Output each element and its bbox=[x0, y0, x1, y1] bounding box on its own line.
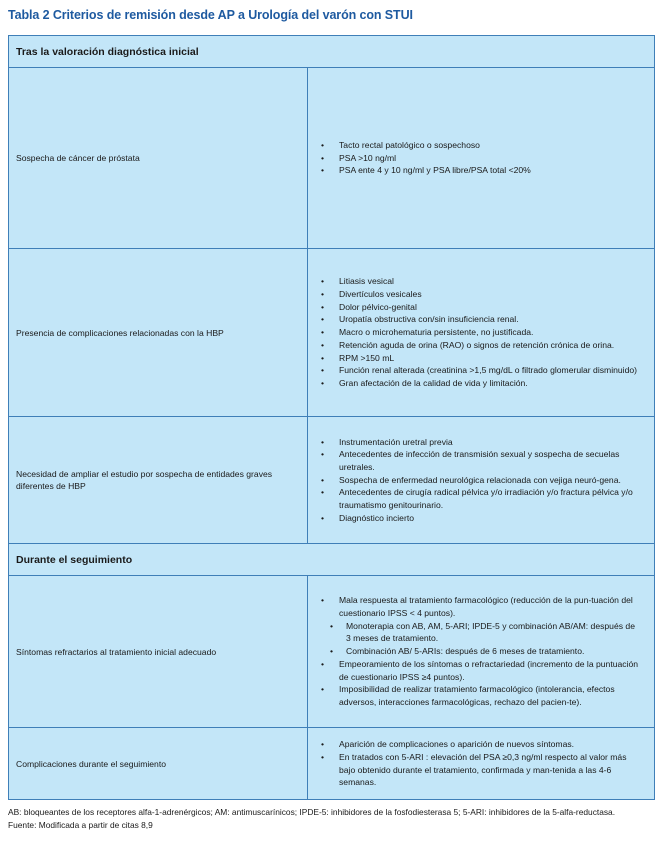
row-label: Necesidad de ampliar el estudio por sospecha de entidades graves diferentes de HBP bbox=[16, 469, 273, 491]
criteria-sublist bbox=[314, 620, 642, 658]
list-item: • Uropatía obstructiva con/sin insuficiencia renal. bbox=[314, 313, 637, 326]
row-label: Sospecha de cáncer de próstata bbox=[16, 153, 140, 163]
criteria-list bbox=[314, 139, 531, 177]
list-item: • Macro o microhematuria persistente, no justificada. bbox=[314, 326, 637, 339]
list-item: • Tacto rectal patológico o sospechoso bbox=[314, 139, 531, 152]
row-criteria-cell bbox=[307, 249, 654, 416]
row-label-cell bbox=[9, 68, 307, 248]
list-item: • PSA >10 ng/ml bbox=[314, 152, 531, 165]
row-label-cell bbox=[9, 728, 307, 799]
row-criteria-cell bbox=[307, 576, 654, 727]
criteria-list bbox=[314, 275, 637, 389]
list-item: • Monoterapia con AB, AM, 5-ARI; IPDE-5 y combinación AB/AM: después de 3 meses de tratamiento. bbox=[314, 620, 642, 645]
criteria-list bbox=[314, 738, 642, 789]
criteria-list bbox=[314, 436, 642, 525]
table-title: Tabla 2 Criterios de remisión desde AP a Urología del varón con STUI bbox=[8, 8, 413, 22]
list-item: • Diagnóstico incierto bbox=[314, 512, 642, 525]
criteria-list bbox=[314, 594, 642, 619]
table-row bbox=[9, 576, 654, 728]
row-label: Presencia de complicaciones relacionadas con la HBP bbox=[16, 327, 224, 338]
row-criteria-cell bbox=[307, 68, 654, 248]
row-label-cell bbox=[9, 249, 307, 416]
criteria-block bbox=[314, 594, 642, 708]
criteria-list bbox=[314, 658, 642, 709]
table-row bbox=[9, 68, 654, 249]
row-label: Complicaciones durante el seguimiento bbox=[16, 758, 166, 769]
table-footnote bbox=[8, 806, 658, 831]
section-header-initial bbox=[9, 36, 654, 68]
list-item: • En tratados con 5-ARI : elevación del PSA ≥0,3 ng/ml respecto al valor más bajo obtenido durante el tratamiento, confirmada y man-tenida a las 4-6 semanas. bbox=[314, 751, 642, 789]
table-row bbox=[9, 728, 654, 799]
section-header-followup bbox=[9, 544, 654, 576]
row-label: Síntomas refractarios al tratamiento inicial adecuado bbox=[16, 646, 217, 657]
list-item: • Mala respuesta al tratamiento farmacológico (reducción de la pun-tuación del cuestionario IPSS < 4 puntos). bbox=[314, 594, 642, 619]
source-note: Fuente: Modificada a partir de citas 8,9 bbox=[8, 819, 153, 830]
table-row bbox=[9, 417, 654, 544]
row-criteria-cell bbox=[307, 728, 654, 799]
list-item: • Antecedentes de infección de transmisión sexual y sospecha de secuelas uretrales. bbox=[314, 448, 642, 473]
row-label-cell bbox=[9, 417, 307, 543]
row-criteria-cell bbox=[307, 417, 654, 543]
section-header-text: Tras la valoración diagnóstica inicial bbox=[16, 45, 199, 58]
list-item: • Combinación AB/ 5-ARIs: después de 6 meses de tratamiento. bbox=[314, 645, 642, 658]
list-item: • PSA ente 4 y 10 ng/ml y PSA libre/PSA total <20% bbox=[314, 164, 531, 177]
list-item: • RPM >150 mL bbox=[314, 352, 637, 365]
row-label-cell bbox=[9, 576, 307, 727]
list-item: • Aparición de complicaciones o aparición de nuevos síntomas. bbox=[314, 738, 642, 751]
table-row bbox=[9, 249, 654, 417]
list-item: • Retención aguda de orina (RAO) o signos de retención crónica de orina. bbox=[314, 339, 637, 352]
list-item: • Antecedentes de cirugía radical pélvica y/o irradiación y/o fractura pélvica y/o traumatismo genitourinario. bbox=[314, 486, 642, 511]
list-item: • Imposibilidad de realizar tratamiento farmacológico (intolerancia, efectos adversos, interacciones farmacológicas, rechazo del pacien-te). bbox=[314, 683, 642, 708]
list-item: • Litiasis vesical bbox=[314, 275, 637, 288]
list-item: • Función renal alterada (creatinina >1,5 mg/dL o filtrado glomerular disminuido) bbox=[314, 364, 637, 377]
section-header-text: Durante el seguimiento bbox=[16, 553, 133, 566]
abbreviations-note: AB: bloqueantes de los receptores alfa-1-adrenérgicos; AM: antimuscarínicos; IPDE-5: inhibidores de la fosfodiesterasa 5; 5-ARI: inhibidores de la 5-alfa-reductasa. bbox=[8, 807, 616, 817]
list-item: • Sospecha de enfermedad neurológica relacionada con vejiga neuró-gena. bbox=[314, 474, 642, 487]
list-item: • Empeoramiento de los síntomas o refractariedad (incremento de la puntuación de cuestionario IPSS ≥4 puntos). bbox=[314, 658, 642, 683]
list-item: • Gran afectación de la calidad de vida y limitación. bbox=[314, 377, 637, 390]
referral-criteria-table bbox=[8, 35, 655, 800]
list-item: • Dolor pélvico-genital bbox=[314, 301, 637, 314]
list-item: • Divertículos vesicales bbox=[314, 288, 637, 301]
list-item: • Instrumentación uretral previa bbox=[314, 436, 642, 449]
